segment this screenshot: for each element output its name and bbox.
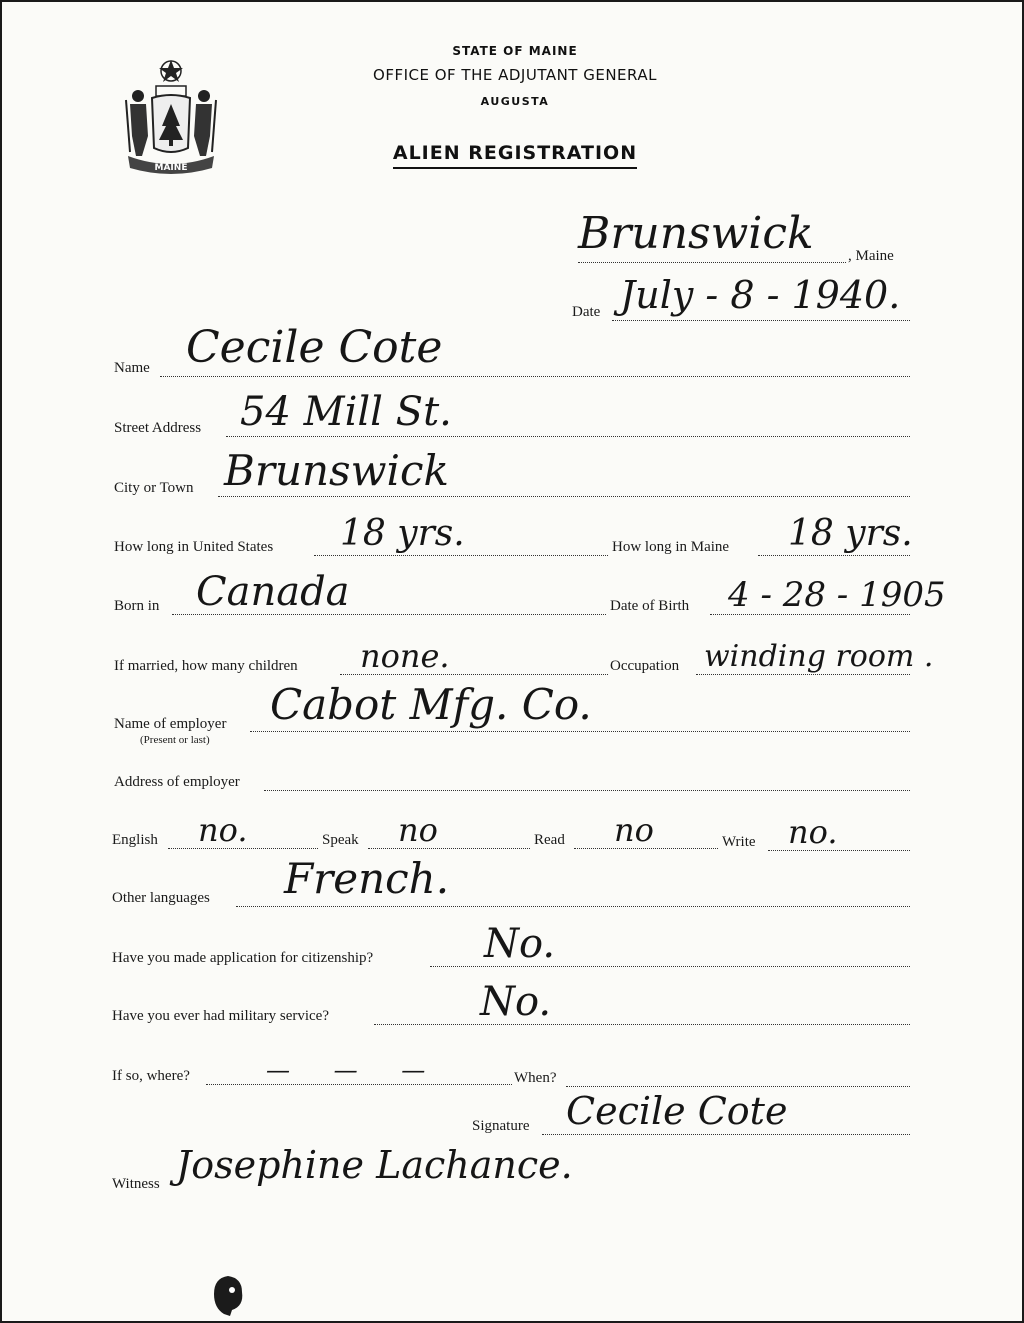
where-label: If so, where? xyxy=(112,1068,190,1084)
when-line xyxy=(566,1086,910,1087)
occupation-value: winding room . xyxy=(704,639,934,674)
speak-line xyxy=(368,848,530,849)
town-value: Brunswick xyxy=(578,208,814,259)
us-duration-value: 18 yrs. xyxy=(340,513,465,554)
citizenship-label: Have you made application for citizenship? xyxy=(112,950,374,966)
header-office: OFFICE OF THE ADJUTANT GENERAL xyxy=(373,66,657,84)
when-label: When? xyxy=(514,1070,557,1086)
read-value: no xyxy=(614,811,654,849)
military-line xyxy=(374,1024,910,1025)
military-value: No. xyxy=(480,979,552,1025)
born-label: Born in xyxy=(114,598,160,614)
form-title xyxy=(300,142,730,164)
city-label: City or Town xyxy=(114,480,194,496)
city-value: Brunswick xyxy=(224,446,449,495)
city-line xyxy=(218,496,910,497)
occupation-line xyxy=(696,674,910,675)
header-state: STATE OF MAINE xyxy=(452,44,578,58)
employer-value: Cabot Mfg. Co. xyxy=(270,680,592,729)
speak-label: Speak xyxy=(322,832,359,848)
languages-line xyxy=(236,906,910,907)
date-label: Date xyxy=(572,304,601,320)
maine-state-seal-icon xyxy=(118,56,224,178)
town-line xyxy=(578,262,846,263)
signature-value: Cecile Cote xyxy=(566,1089,788,1133)
us-duration-label: How long in United States xyxy=(114,539,274,555)
dob-value: 4 - 28 - 1905 xyxy=(728,575,946,615)
speak-value: no xyxy=(398,811,438,849)
us-duration-line xyxy=(314,555,608,556)
born-value: Canada xyxy=(196,569,350,615)
town-label: , Maine xyxy=(848,248,894,264)
read-label: Read xyxy=(534,832,565,848)
children-value: none. xyxy=(360,637,450,675)
street-value: 54 Mill St. xyxy=(240,389,452,435)
name-line xyxy=(160,376,910,377)
dob-label: Date of Birth xyxy=(610,598,690,614)
name-label: Name xyxy=(114,360,150,376)
languages-label: Other languages xyxy=(112,890,210,906)
street-line xyxy=(226,436,910,437)
english-label: English xyxy=(112,832,158,848)
employer-label: Name of employer xyxy=(114,716,227,732)
date-value: July - 8 - 1940. xyxy=(620,273,901,317)
form-title-text: ALIEN REGISTRATION xyxy=(393,142,637,169)
maine-duration-value: 18 yrs. xyxy=(788,513,913,554)
name-value: Cecile Cote xyxy=(186,322,443,373)
employer-address-label: Address of employer xyxy=(114,774,240,790)
occupation-label: Occupation xyxy=(610,658,680,674)
languages-value: French. xyxy=(284,854,450,903)
seal-motto: MAINE xyxy=(154,163,188,173)
employer-line xyxy=(250,731,910,732)
children-label: If married, how many children xyxy=(114,658,298,674)
signature-line xyxy=(542,1134,910,1135)
employer-address-line xyxy=(264,790,910,791)
military-label: Have you ever had military service? xyxy=(112,1008,329,1024)
maine-duration-label: How long in Maine xyxy=(612,539,730,555)
where-line xyxy=(206,1084,512,1085)
signature-label: Signature xyxy=(472,1118,530,1134)
write-label: Write xyxy=(722,834,756,850)
citizenship-value: No. xyxy=(484,921,556,967)
street-label: Street Address xyxy=(114,420,202,436)
write-value: no. xyxy=(788,813,838,851)
header-city: AUGUSTA xyxy=(480,95,550,108)
maine-duration-line xyxy=(758,555,910,556)
english-value: no. xyxy=(198,811,248,849)
witness-value: Josephine Lachance. xyxy=(176,1143,573,1187)
date-line xyxy=(612,320,910,321)
where-value: — — — xyxy=(266,1056,444,1084)
ink-blot-icon xyxy=(208,1272,248,1316)
employer-sublabel: (Present or last) xyxy=(140,734,210,746)
witness-label: Witness xyxy=(112,1176,160,1192)
